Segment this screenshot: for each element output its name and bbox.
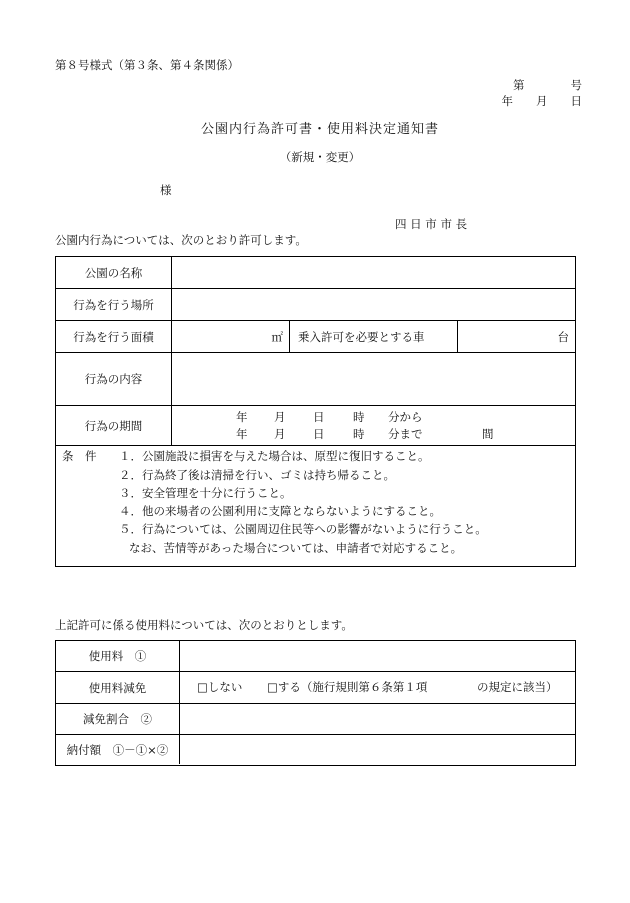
permit-intro: 公園内行為については、次のとおり許可します。 <box>55 233 307 247</box>
row-period <box>56 406 575 446</box>
form-number: 第８号様式（第３条、第４条関係） <box>55 58 239 72</box>
park-name-label: 公園の名称 <box>56 257 172 288</box>
content-label: 行為の内容 <box>56 353 172 405</box>
period-end-year: 年 <box>236 427 248 441</box>
condition-item-3: ３．安全管理を十分に行うこと。 <box>119 486 292 500</box>
period-start-month: 月 <box>274 410 286 424</box>
fee-table <box>55 640 576 766</box>
area-value <box>172 321 290 352</box>
row-fee <box>56 641 575 672</box>
reduction-rate-value <box>180 704 575 734</box>
addressee-suffix: 様 <box>160 183 172 197</box>
permit-table <box>55 256 576 567</box>
row-park-name <box>56 257 575 289</box>
row-reduction <box>56 672 575 704</box>
row-content <box>56 353 575 406</box>
issuer: 四 日 市 市 長 <box>395 217 468 231</box>
location-value <box>172 289 575 320</box>
period-label: 行為の期間 <box>56 406 172 445</box>
reduction-option-no: □しない <box>197 680 243 694</box>
fee-value <box>180 641 575 671</box>
reduction-rate-label: 減免割合 ② <box>56 704 180 734</box>
condition-item-1: １．公園施設に損害を与えた場合は、原型に復旧すること。 <box>119 449 430 463</box>
reduction-label: 使用料減免 <box>56 672 180 703</box>
reduction-suffix: の規定に該当） <box>477 680 558 694</box>
period-start-day: 日 <box>313 410 325 424</box>
area-label: 行為を行う面積 <box>56 321 172 352</box>
period-start-year: 年 <box>236 410 248 424</box>
period-start-hour: 時 <box>353 410 365 424</box>
fee-label: 使用料 ① <box>56 641 180 671</box>
row-payment <box>56 735 575 764</box>
fee-intro: 上記許可に係る使用料については、次のとおりとします。 <box>55 618 353 632</box>
vehicle-label: 乗入許可を必要とする車 <box>290 321 458 352</box>
conditions-note: なお、苦情等があった場合については、申請者で対応すること。 <box>129 541 463 555</box>
period-end-hour: 時 <box>353 427 365 441</box>
condition-item-4: ４．他の来場者の公園利用に支障とならないようにすること。 <box>119 504 441 518</box>
document-subtitle: （新規・変更） <box>279 150 361 164</box>
vehicle-value <box>458 321 575 352</box>
condition-item-5: ５．行為については、公園周辺住民等への影響がないように行うこと。 <box>119 522 487 536</box>
park-name-value <box>172 257 575 288</box>
conditions-label: 条 件 <box>62 449 97 463</box>
period-end-day: 日 <box>313 427 325 441</box>
location-label: 行為を行う場所 <box>56 289 172 320</box>
row-area <box>56 321 575 353</box>
period-end-month: 月 <box>274 427 286 441</box>
payment-value <box>180 735 575 764</box>
payment-label: 納付額 ①－①×② <box>56 735 180 764</box>
document-title: 公園内行為許可書・使用料決定通知書 <box>200 122 439 137</box>
period-duration: 間 <box>482 427 494 441</box>
document-date: 年 月 日 <box>501 94 582 108</box>
row-conditions <box>56 446 575 565</box>
period-end-minute: 分まで <box>388 427 423 441</box>
condition-item-2: ２．行為終了後は清掃を行い、ゴミは持ち帰ること。 <box>119 467 395 482</box>
document-number: 第 号 <box>513 78 582 92</box>
period-value <box>172 406 575 445</box>
vehicle-unit: 台 <box>557 329 569 344</box>
content-value <box>172 353 575 405</box>
row-location <box>56 289 575 321</box>
period-start-minute: 分から <box>388 410 423 424</box>
row-reduction-rate <box>56 704 575 735</box>
area-unit: ㎡ <box>271 329 283 344</box>
reduction-option-yes: □する（施行規則第６条第１項 <box>267 680 428 694</box>
